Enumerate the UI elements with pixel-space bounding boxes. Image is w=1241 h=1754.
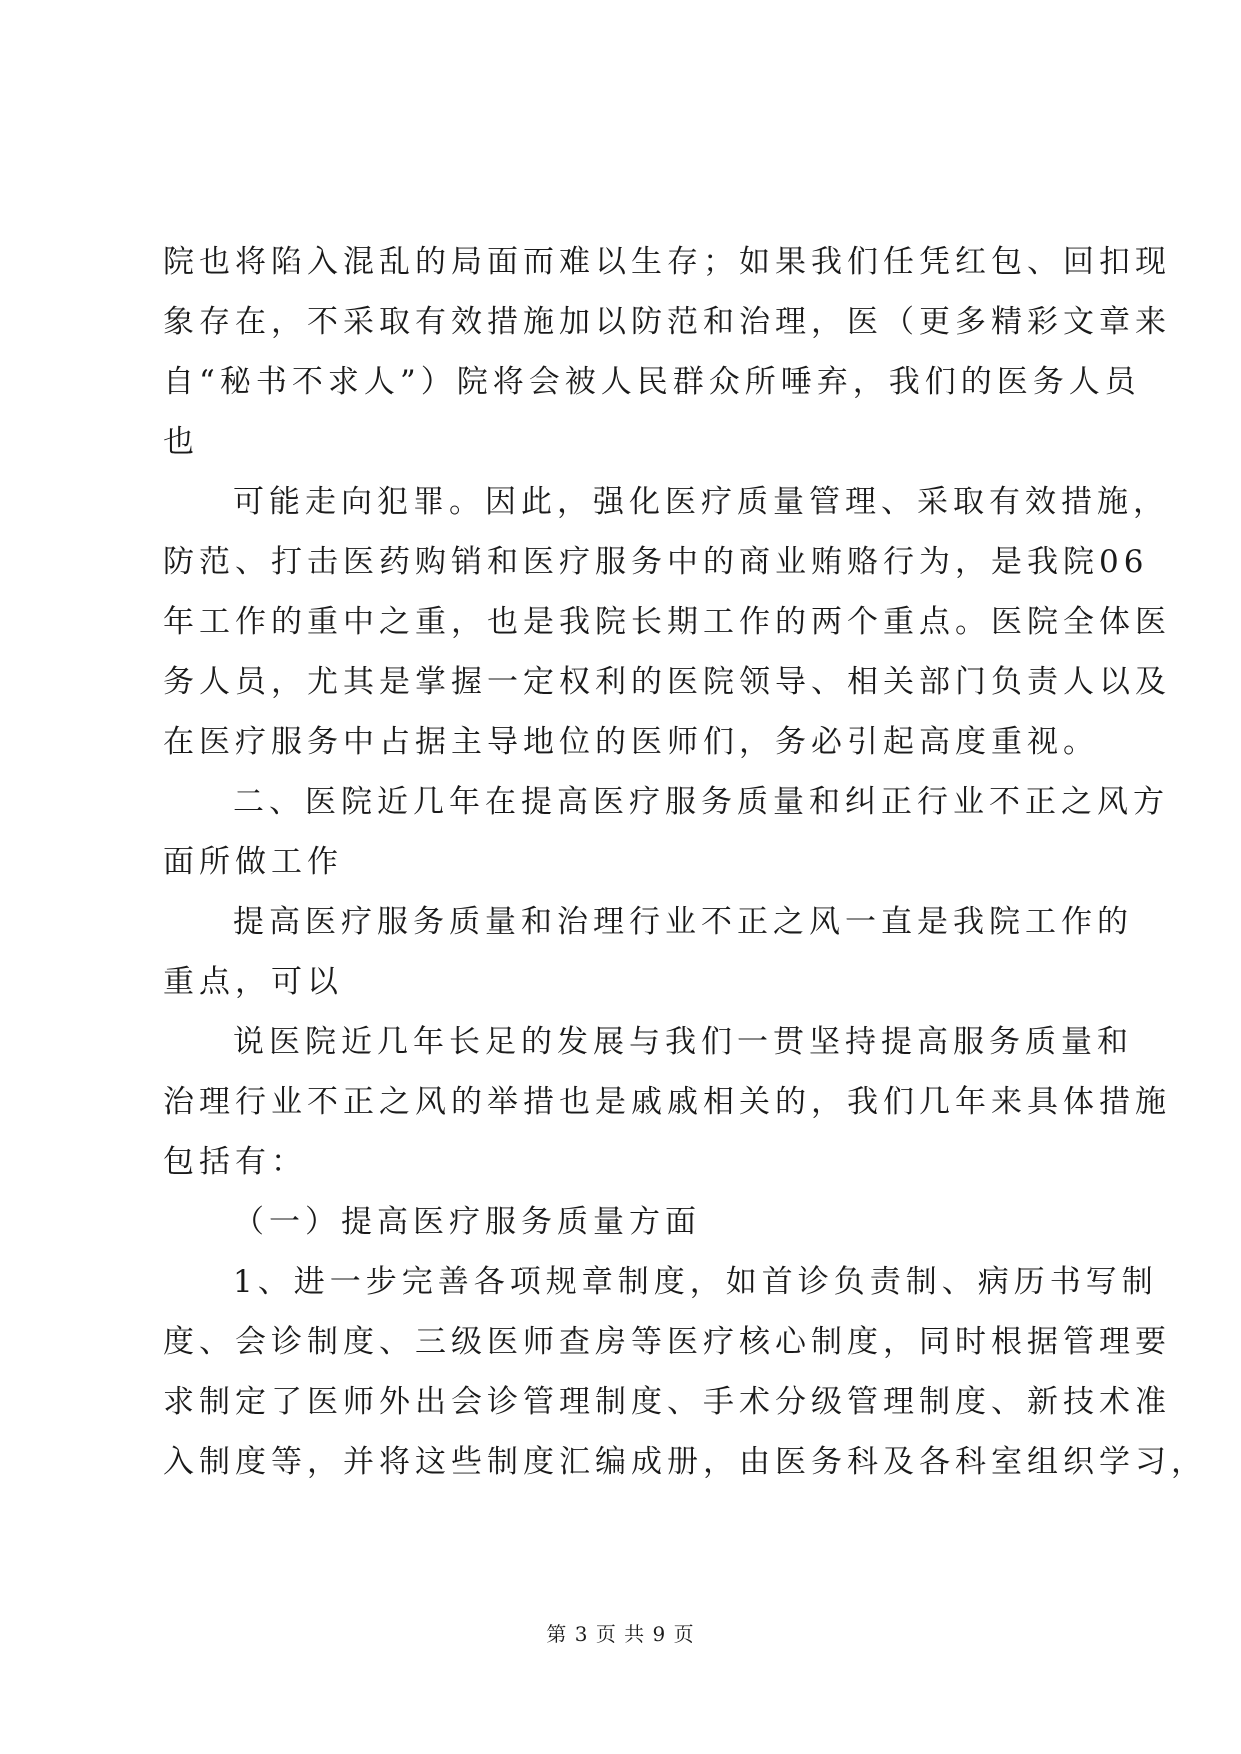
paragraph-start-line: 1、进一步完善各项规章制度，如首诊负责制、病历书写制 bbox=[233, 1264, 1158, 1300]
text-line: 入制度等，并将这些制度汇编成册，由医务科及各科室组织学习， bbox=[163, 1444, 1207, 1480]
paragraph-start-line: 可能走向犯罪。因此，强化医疗质量管理、采取有效措施， bbox=[233, 484, 1169, 520]
text-line: 防范、打击医药购销和医疗服务中的商业贿赂行为，是我院06 bbox=[163, 544, 1149, 580]
document-body bbox=[163, 232, 1207, 1492]
text-line: 也 bbox=[163, 424, 199, 460]
page-number-footer: 第 3 页 共 9 页 bbox=[546, 1622, 695, 1646]
text-line: 治理行业不正之风的举措也是戚戚相关的，我们几年来具体措施 bbox=[163, 1084, 1171, 1120]
text-line: 重点，可以 bbox=[163, 964, 343, 1000]
text-line: 度、会诊制度、三级医师查房等医疗核心制度，同时根据管理要 bbox=[163, 1324, 1171, 1360]
text-line: 包括有： bbox=[163, 1144, 307, 1180]
text-line: 求制定了医师外出会诊管理制度、手术分级管理制度、新技术准 bbox=[163, 1384, 1171, 1420]
subsection-heading-line: （一）提高医疗服务质量方面 bbox=[233, 1204, 701, 1240]
section-heading-line: 面所做工作 bbox=[163, 844, 343, 880]
text-line: 自“秘书不求人”）院将会被人民群众所唾弃，我们的医务人员 bbox=[163, 364, 1141, 400]
paragraph-start-line: 说医院近几年长足的发展与我们一贯坚持提高服务质量和 bbox=[233, 1024, 1133, 1060]
text-line: 象存在，不采取有效措施加以防范和治理，医（更多精彩文章来 bbox=[163, 304, 1171, 340]
section-heading-line: 二、医院近几年在提高医疗服务质量和纠正行业不正之风方 bbox=[233, 784, 1169, 820]
text-line: 在医疗服务中占据主导地位的医师们，务必引起高度重视。 bbox=[163, 724, 1099, 760]
text-line: 年工作的重中之重，也是我院长期工作的两个重点。医院全体医 bbox=[163, 604, 1171, 640]
text-line: 务人员，尤其是掌握一定权利的医院领导、相关部门负责人以及 bbox=[163, 664, 1171, 700]
text-line: 院也将陷入混乱的局面而难以生存；如果我们任凭红包、回扣现 bbox=[163, 244, 1171, 280]
paragraph-start-line: 提高医疗服务质量和治理行业不正之风一直是我院工作的 bbox=[233, 904, 1133, 940]
